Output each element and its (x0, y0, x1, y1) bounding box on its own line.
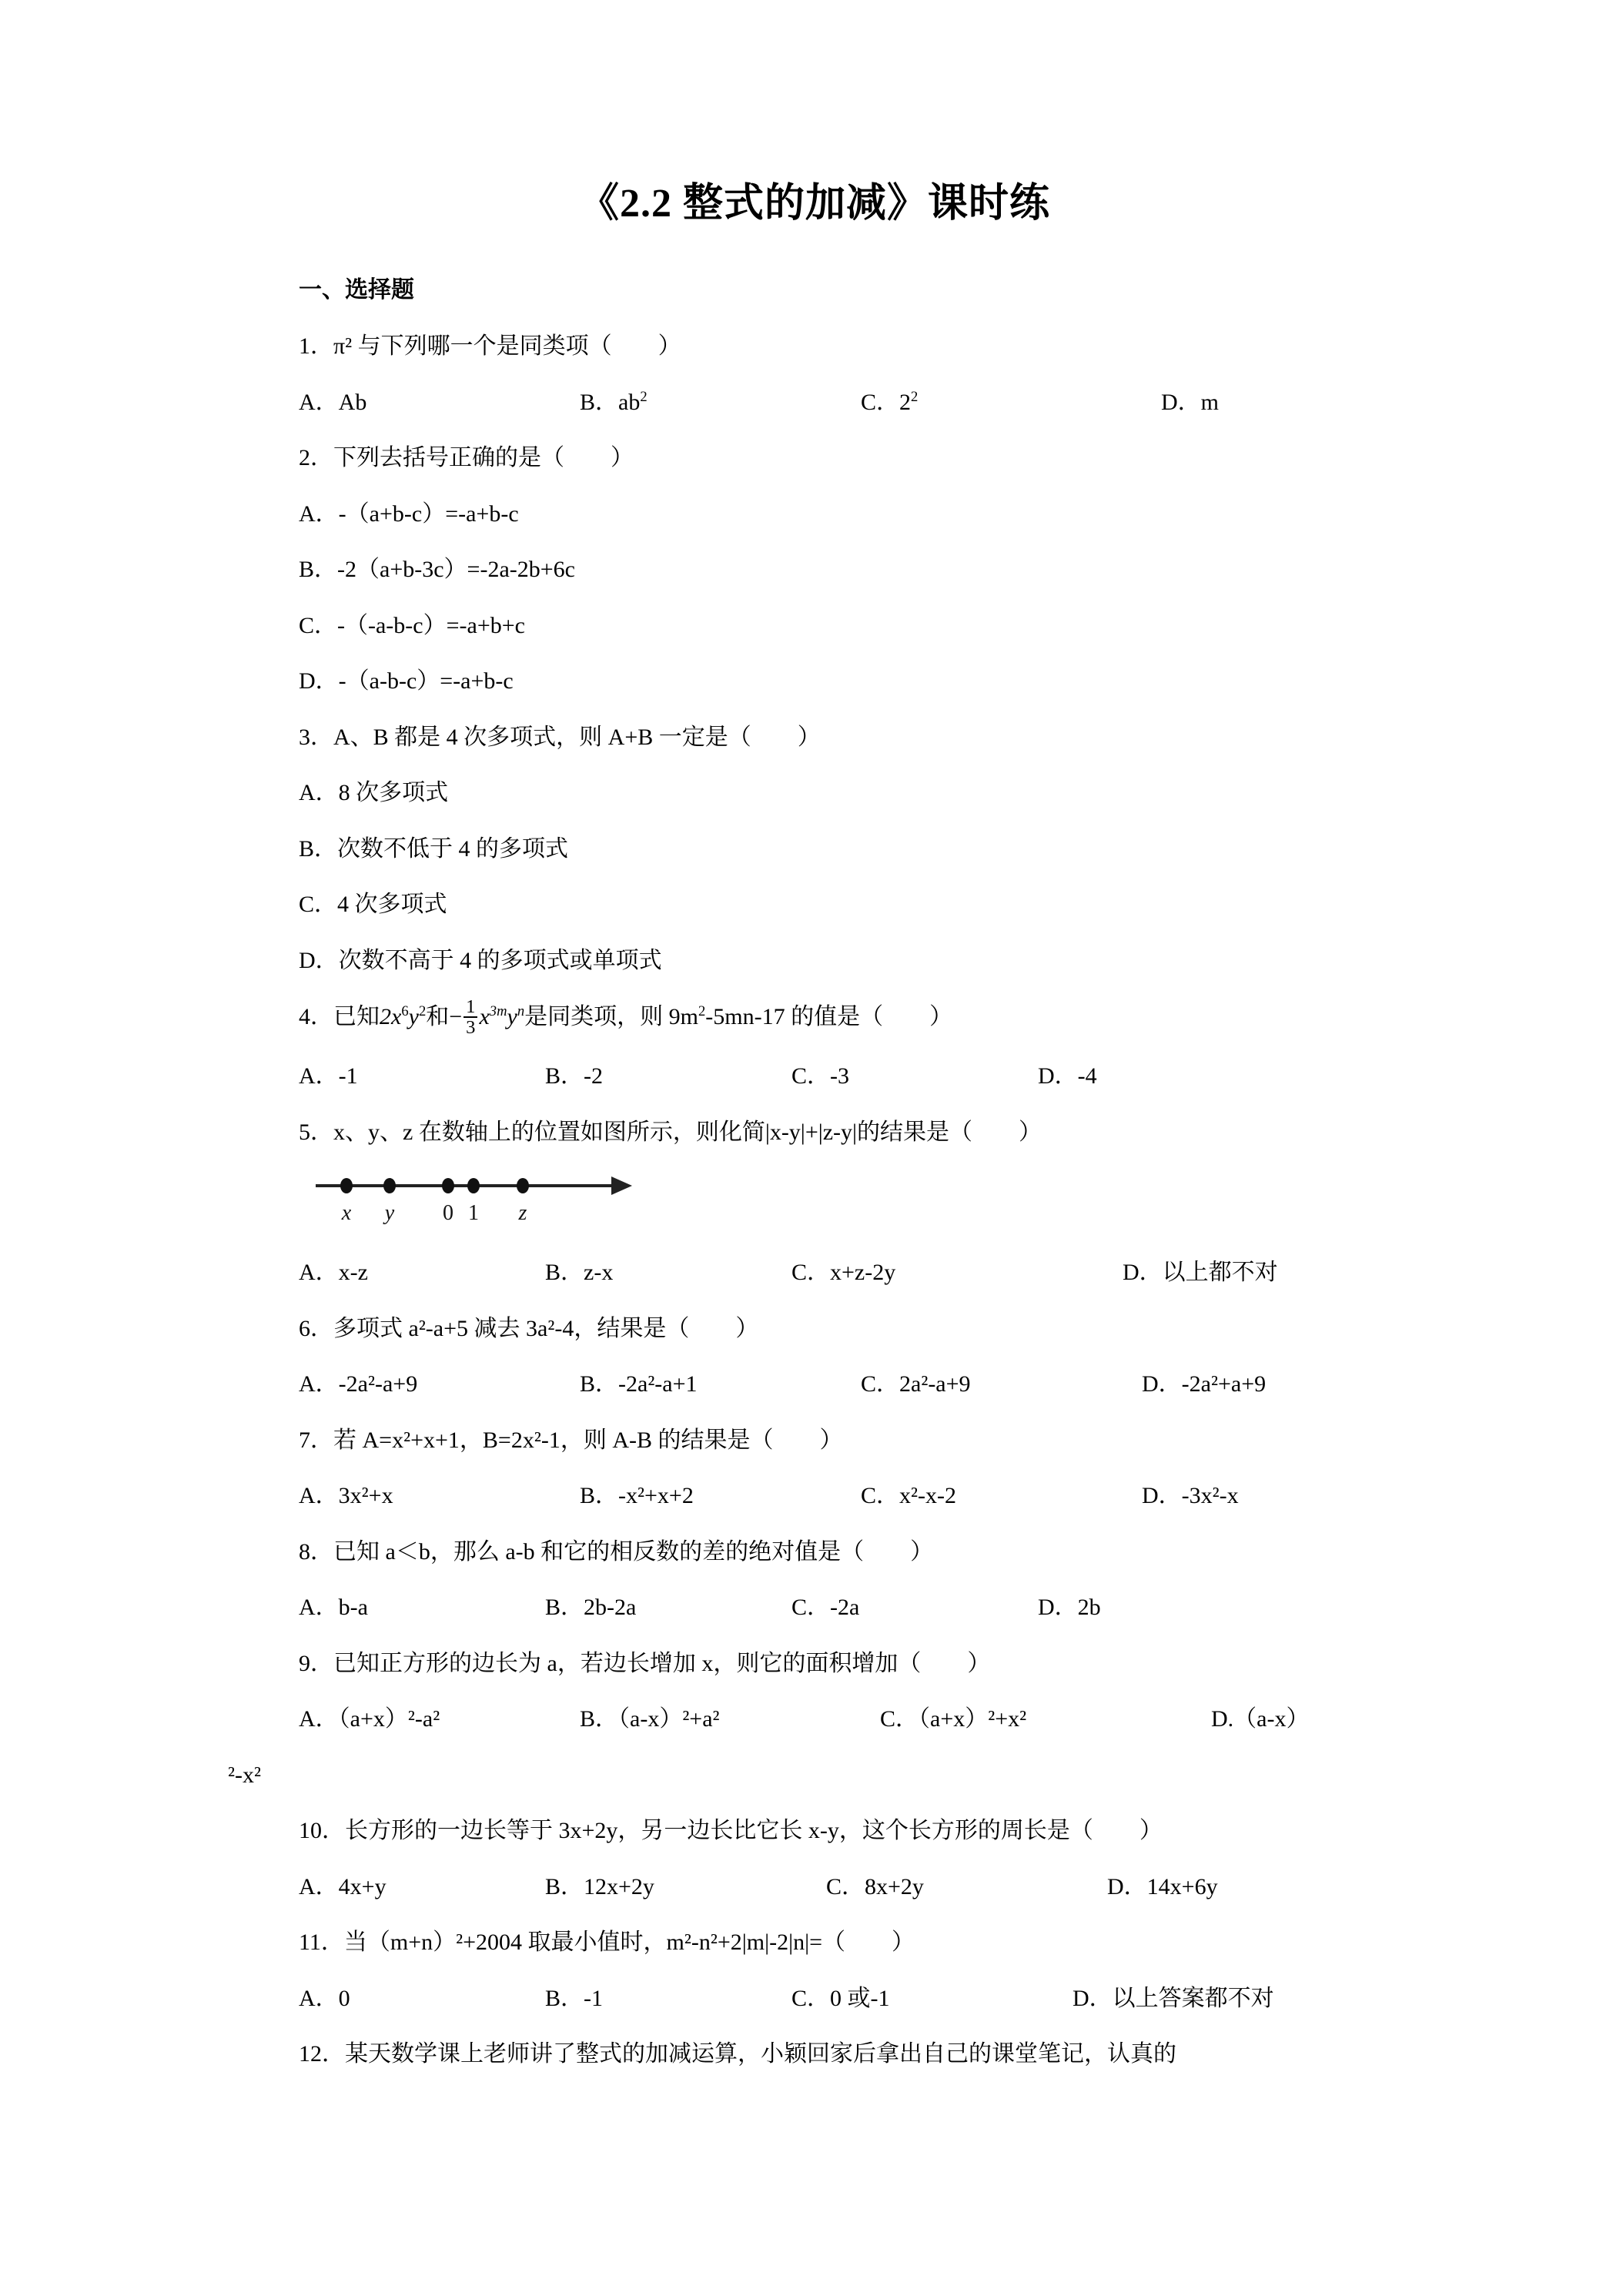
question-9-option-a[interactable]: A．（a+x）²-a² (299, 1706, 440, 1732)
question-5-option-d[interactable]: D．以上都不对 (1123, 1260, 1278, 1286)
question-3-option-d[interactable]: D．次数不高于 4 的多项式或单项式 (299, 947, 662, 973)
question-11-option-a[interactable]: A．0 (299, 1985, 350, 2011)
question-6-options (299, 1367, 1330, 1403)
question-4-options (299, 1059, 1330, 1095)
question-7-option-c[interactable]: C．x²-x-2 (861, 1483, 956, 1509)
section-heading-choice: 一、选择题 (299, 277, 414, 303)
number-line-figure (313, 1169, 1330, 1235)
fraction-one-third: $\frac{1}{3}$ (463, 997, 477, 1037)
question-3-stem: 3．A、B 都是 4 次多项式，则 A+B 一定是（ ） (299, 724, 821, 750)
svg-text:1: 1 (468, 1201, 479, 1226)
question-4-stem-lead: 4．已知 (299, 1003, 380, 1029)
question-1-option-c[interactable]: C．$2^2$ (861, 388, 919, 415)
question-2-stem: 2．下列去括号正确的是（ ） (299, 445, 634, 470)
question-5-option-b[interactable]: B．z-x (545, 1260, 614, 1286)
question-10-option-b[interactable]: B．12x+2y (545, 1873, 654, 1899)
question-11-option-d[interactable]: D．以上答案都不对 (1073, 1985, 1274, 2011)
question-10-options (299, 1869, 1330, 1906)
document-content (228, 0, 1330, 2073)
question-9-stem: 9．已知正方形的边长为 a，若边长增加 x，则它的面积增加（ ） (299, 1650, 991, 1676)
question-7-stem: 7．若 A=x²+x+1，B=2x²-1，则 A-B 的结果是（ ） (299, 1427, 843, 1453)
question-5-option-c[interactable]: C．x+z-2y (791, 1260, 896, 1286)
question-7-option-d[interactable]: D．-3x²-x (1142, 1483, 1239, 1509)
question-8-option-d[interactable]: D．2b (1038, 1595, 1101, 1621)
question-10-option-d[interactable]: D．14x+6y (1107, 1873, 1218, 1899)
question-3-option-a[interactable]: A．8 次多项式 (299, 780, 449, 805)
question-6-option-a[interactable]: A．-2a²-a+9 (299, 1371, 418, 1397)
question-11-options (299, 1981, 1330, 2017)
question-7-option-b[interactable]: B．-x²+x+2 (580, 1483, 694, 1509)
question-6-option-c[interactable]: C．2a²-a+9 (861, 1371, 971, 1397)
question-4-expression: $2x^6y^2$和− $\frac{1}{3}$ $x^{3m}y^n$ (380, 996, 525, 1039)
question-1-stem (299, 329, 1330, 365)
question-1-options (299, 385, 1330, 421)
svg-text:z: z (518, 1201, 527, 1226)
question-4-option-a[interactable]: A．-1 (299, 1063, 358, 1089)
question-9-option-d[interactable]: D.（a-x） (1211, 1706, 1310, 1732)
question-4-stem-tail-pre: 是同类项，则 9m (524, 1003, 698, 1029)
question-6-stem: 6．多项式 a²-a+5 减去 3a²-4，结果是（ ） (299, 1315, 759, 1341)
question-8-option-a[interactable]: A．b-a (299, 1595, 368, 1621)
question-5-options (299, 1255, 1330, 1291)
question-4-option-b[interactable]: B．-2 (545, 1063, 603, 1089)
number-line-svg (313, 1169, 636, 1235)
question-4-option-d[interactable]: D．-4 (1038, 1063, 1097, 1089)
question-8-stem: 8．已知 a＜b，那么 a-b 和它的相反数的差的绝对值是（ ） (299, 1538, 934, 1565)
question-8-option-c[interactable]: C．-2a (791, 1595, 860, 1621)
question-5-stem: 5．x、y、z 在数轴上的位置如图所示，则化简|x-y|+|z-y|的结果是（ ） (299, 1119, 1042, 1145)
question-4-stem: 4．已知$2x^6y^2$和− $\frac{1}{3}$ $x^{3m}y^n$是同类项，则 $9m^2-5mn-17$ 的值是（ ） (299, 996, 953, 1039)
question-1-option-d[interactable]: D．m (1161, 389, 1219, 415)
svg-text:y: y (384, 1201, 395, 1226)
question-6-option-d[interactable]: D．-2a²+a+9 (1142, 1371, 1267, 1397)
question-9-option-d-wrapped: ²-x² (228, 1762, 261, 1788)
question-8-option-b[interactable]: B．2b-2a (545, 1595, 637, 1621)
question-3-option-b[interactable]: B．次数不低于 4 的多项式 (299, 835, 569, 862)
question-5-option-a[interactable]: A．x-z (299, 1260, 368, 1286)
svg-text:0: 0 (443, 1201, 453, 1226)
question-3-option-c[interactable]: C．4 次多项式 (299, 892, 447, 917)
question-7-option-a[interactable]: A．3x²+x (299, 1483, 393, 1509)
question-1-stem-text: 1．π² 与下列哪一个是同类项（ ） (299, 333, 681, 359)
svg-text:x: x (341, 1201, 352, 1226)
question-12-stem: 12．某天数学课上老师讲了整式的加减运算，小颖回家后拿出自己的课堂笔记，认真的 (299, 2041, 1176, 2067)
question-2-option-d[interactable]: D．-（a-b-c）=-a+b-c (299, 668, 514, 694)
question-11-option-c[interactable]: C．0 或-1 (791, 1985, 890, 2011)
question-7-options (299, 1478, 1330, 1514)
page-title: 《2.2 整式的加减》课时练 (578, 182, 1050, 226)
question-2-option-b[interactable]: B．-2（a+b-3c）=-2a-2b+6c (299, 557, 575, 582)
question-10-option-c[interactable]: C．8x+2y (826, 1873, 924, 1899)
question-11-stem: 11．当（m+n）²+2004 取最小值时，m²-n²+2|m|-2|n|=（ ） (299, 1930, 915, 1956)
question-9-option-b[interactable]: B．（a-x）²+a² (580, 1706, 720, 1732)
question-4-option-c[interactable]: C．-3 (791, 1063, 849, 1089)
question-1-option-a[interactable]: A．Ab (299, 389, 367, 415)
question-6-option-b[interactable]: B．-2a²-a+1 (580, 1371, 698, 1397)
question-2-option-c[interactable]: C．-（-a-b-c）=-a+b+c (299, 612, 525, 638)
question-10-option-a[interactable]: A．4x+y (299, 1873, 387, 1899)
question-9-option-c[interactable]: C．（a+x）²+x² (880, 1706, 1027, 1732)
question-11-option-b[interactable]: B．-1 (545, 1985, 603, 2011)
question-2-option-a[interactable]: A．-（a+b-c）=-a+b-c (299, 500, 519, 527)
question-1-option-b[interactable]: B．$ab^2$ (580, 388, 648, 415)
question-4-stem-tail-post: -5mn-17 的值是（ ） (705, 1003, 953, 1029)
question-9-options (299, 1702, 1330, 1738)
question-8-options (299, 1590, 1330, 1626)
question-10-stem: 10．长方形的一边长等于 3x+2y，另一边长比它长 x-y，这个长方形的周长是（ ） (299, 1818, 1163, 1844)
